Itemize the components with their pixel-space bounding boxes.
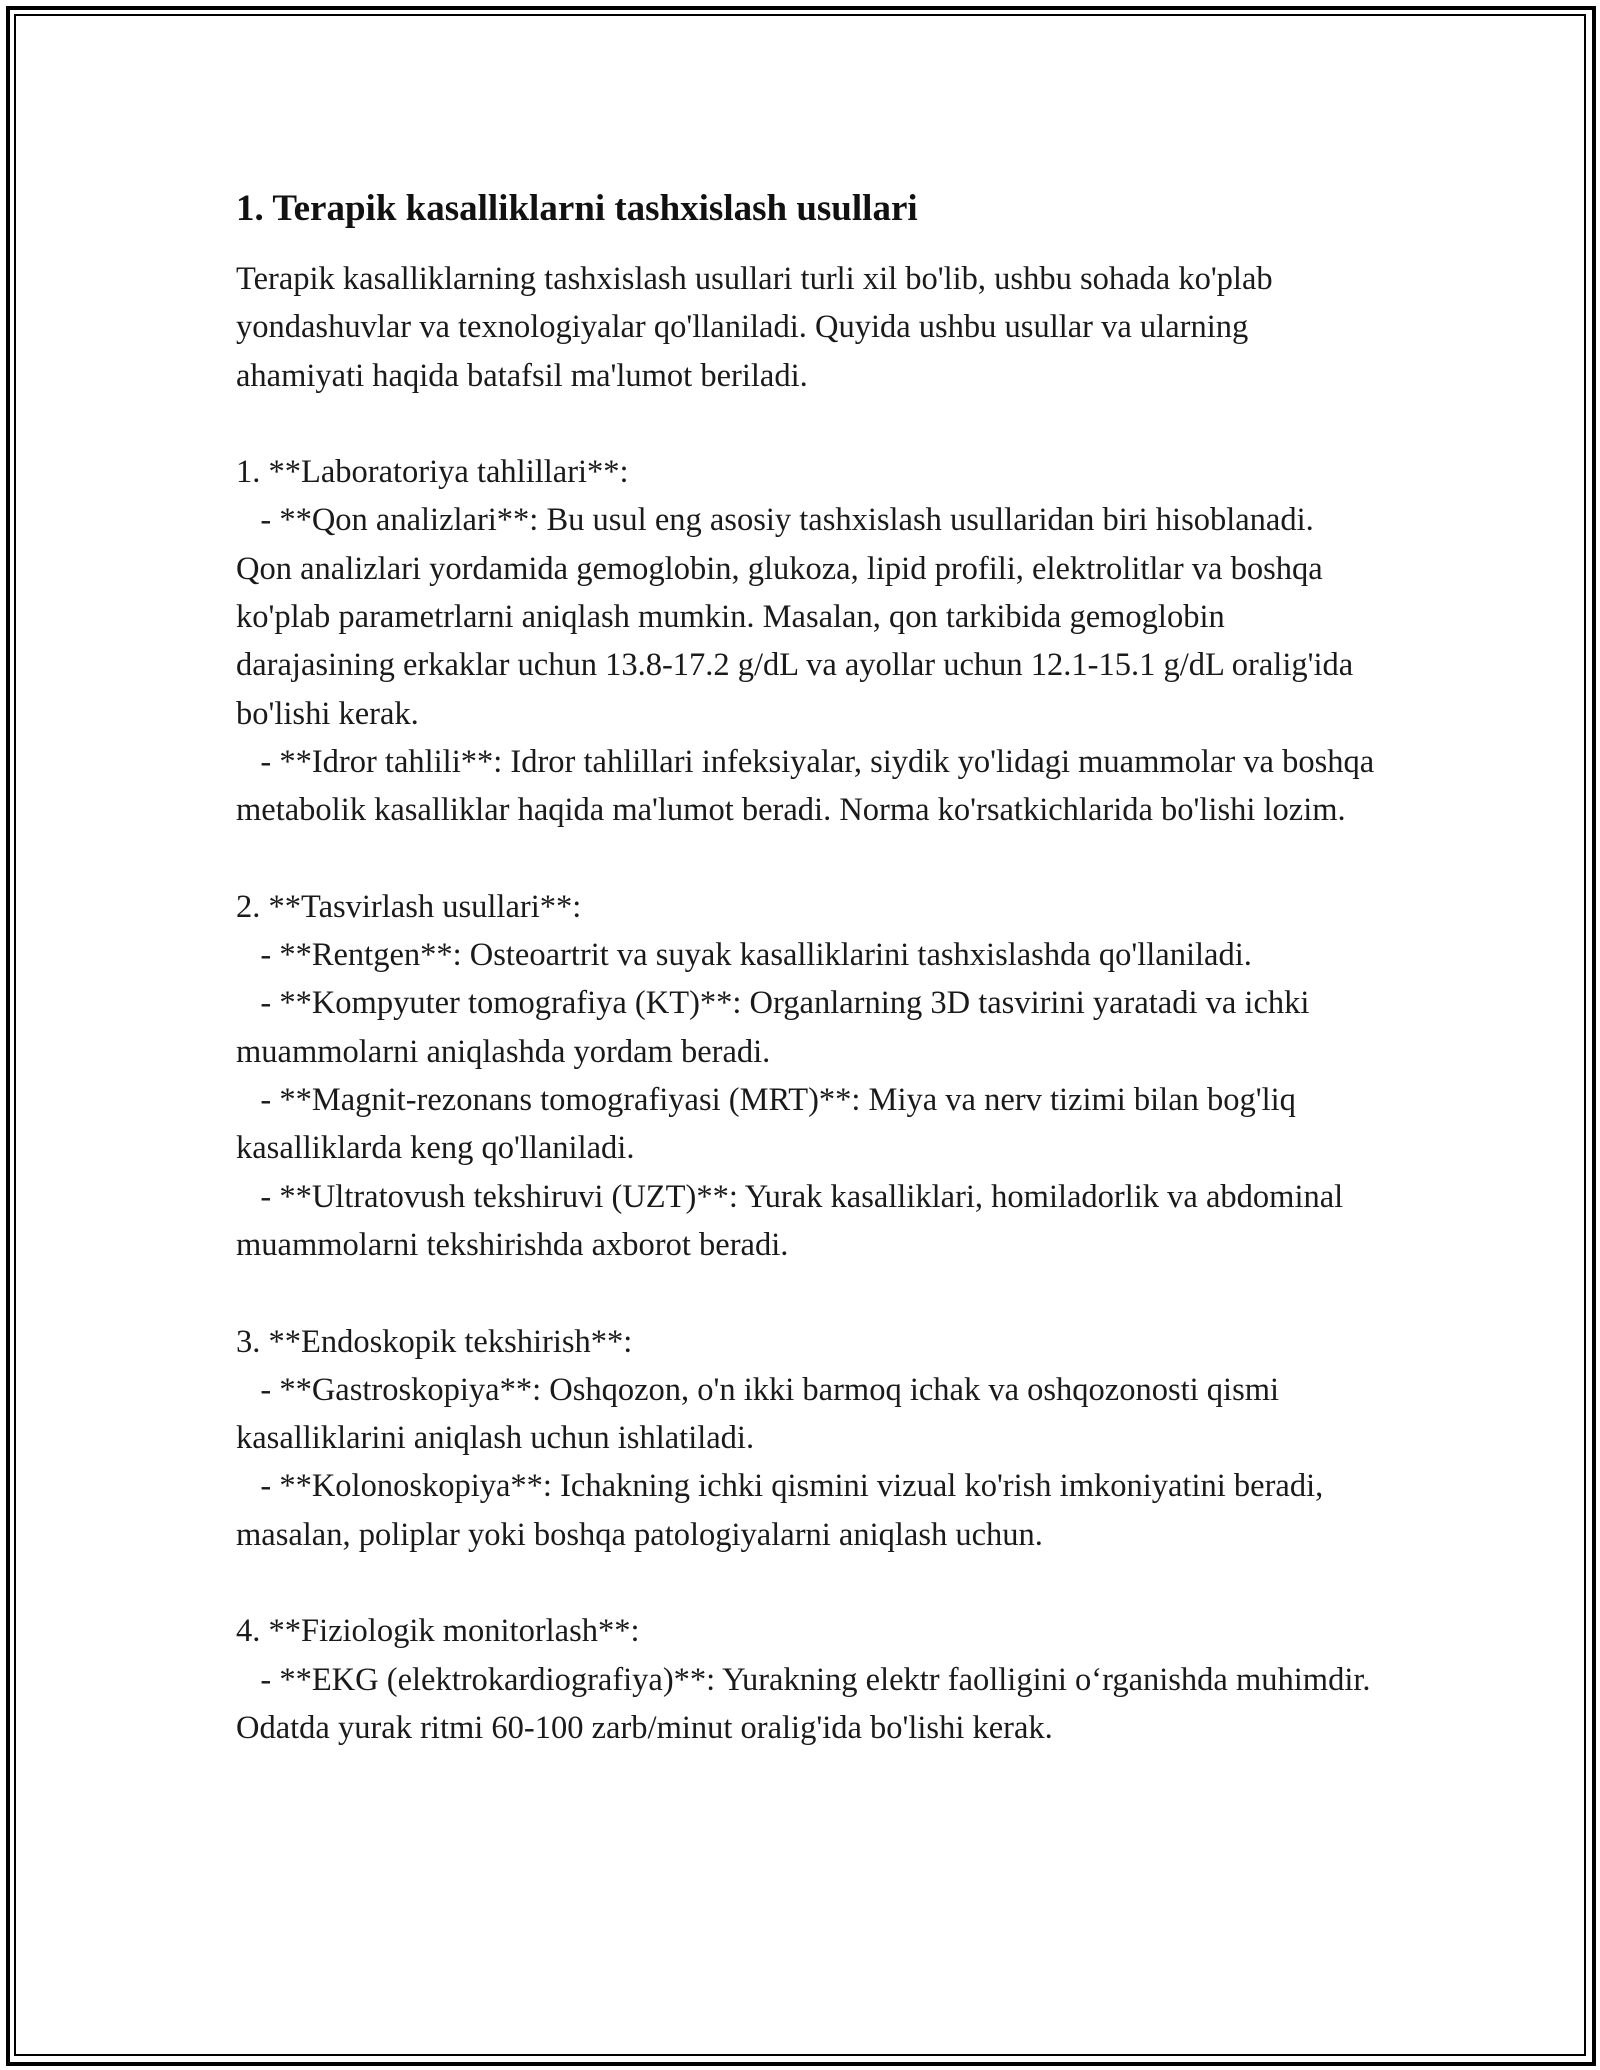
list-item: - **Rentgen**: Osteoartrit va suyak kasalliklarini tashxislashda qo'llaniladi. xyxy=(236,937,1252,974)
list-item: - **Gastroskopiya**: Oshqozon, o'n ikki barmoq ichak va oshqozonosti qismi kasalliklarini aniqlash uchun ishlatiladi. xyxy=(236,1371,1288,1457)
section-physiological-monitoring xyxy=(236,1607,1379,1752)
spacer xyxy=(236,1559,1376,1607)
intro-paragraph: Terapik kasalliklarning tashxislash usullari turli xil bo'lib, ushbu sohada ko'plab yondashuvlar va texnologiyalar qo'llaniladi. Quyida ushbu usullar va ularning ahamiyati haqida batafsil ma'lumot beriladi. xyxy=(236,261,1273,394)
list-item: - **Magnit-rezonans tomografiyasi (MRT)**: Miya va nerv tizimi bilan bog'liq kasalliklarda keng qo'llaniladi. xyxy=(236,1082,1305,1167)
section-imaging xyxy=(236,883,1376,1269)
list-item: - **EKG (elektrokardiografiya)**: Yurakning elektr faolligini o‘rganishda muhimdir. Odatda yurak ritmi 60-100 zarb/minut oralig'ida bo'lishi kerak. xyxy=(236,1661,1379,1746)
section-heading: 2. **Tasvirlash usullari**: xyxy=(236,888,582,925)
list-item: - **Ultratovush tekshiruvi (UZT)**: Yurak kasalliklari, homiladorlik va abdominal muammolarni tekshirishda axborot beradi. xyxy=(236,1178,1352,1263)
spacer xyxy=(236,1269,1376,1317)
section-heading: 4. **Fiziologik monitorlash**: xyxy=(236,1613,640,1650)
section-heading: 1. **Laboratoriya tahlillari**: xyxy=(236,454,629,491)
list-item: - **Qon analizlari**: Bu usul eng asosiy tashxislash usullaridan biri hisoblanadi. Qon analizlari yordamida gemoglobin, glukoza, lipid profili, elektrolitlar va boshqa ko'plab parametrlarni aniqlash mumkin. Masalan, qon tarkibida gemoglobin darajasining erkaklar uchun 13.8-17.2 g/dL va ayollar uchun 12.1-15.1 g/dL oralig'ida bo'lishi kerak. xyxy=(236,502,1362,732)
section-laboratory xyxy=(236,448,1383,834)
spacer xyxy=(236,400,1376,448)
section-endoscopy xyxy=(236,1318,1376,1559)
section-heading: 3. **Endoskopik tekshirish**: xyxy=(236,1323,633,1360)
spacer xyxy=(236,835,1376,883)
list-item: - **Kompyuter tomografiya (KT)**: Organlarning 3D tasvirini yaratadi va ichki muammolarni aniqlashda yordam beradi. xyxy=(236,985,1318,1070)
document-body xyxy=(236,185,1383,1752)
list-item: - **Idror tahlili**: Idror tahlillari infeksiyalar, siydik yo'lidagi muammolar va boshqa metabolik kasalliklar haqida ma'lumot beradi. Norma ko'rsatkichlarida bo'lishi lozim. xyxy=(236,743,1383,829)
document-title: 1. Terapik kasalliklarni tashxislash usullari xyxy=(236,188,918,229)
list-item: - **Kolonoskopiya**: Ichakning ichki qismini vizual ko'rish imkoniyatini beradi, masalan, poliplar yoki boshqa patologiyalarni aniqlash uchun. xyxy=(236,1468,1332,1553)
